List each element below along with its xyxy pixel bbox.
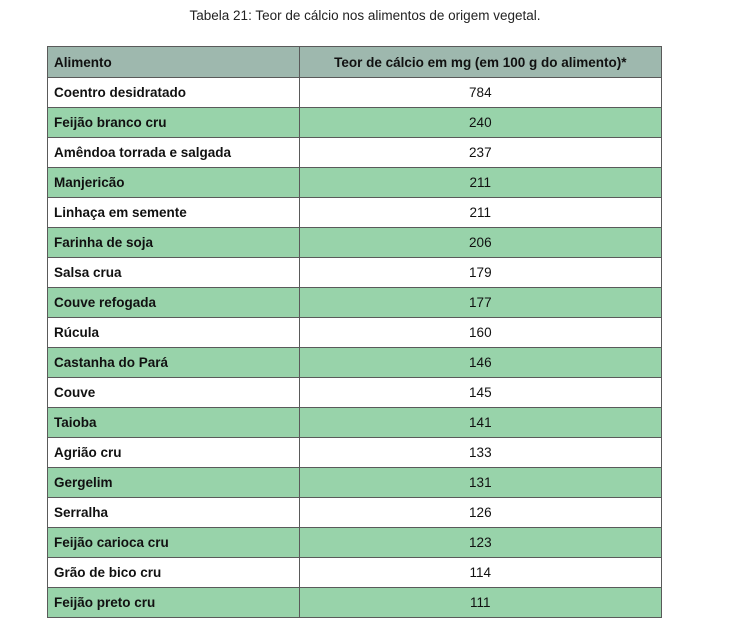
table-row [48, 318, 662, 348]
calcium-value-cell: 146 [299, 348, 661, 378]
table-row [48, 348, 662, 378]
food-name-cell: Amêndoa torrada e salgada [48, 138, 300, 168]
food-name-cell: Manjericão [48, 168, 300, 198]
calcium-value-cell: 141 [299, 408, 661, 438]
food-name-cell: Serralha [48, 498, 300, 528]
table-body [48, 78, 662, 618]
food-name-cell: Farinha de soja [48, 228, 300, 258]
table-row [48, 558, 662, 588]
calcium-value-cell: 206 [299, 228, 661, 258]
calcium-value-cell: 111 [299, 588, 661, 618]
calcium-value-cell: 211 [299, 168, 661, 198]
table-row [48, 588, 662, 618]
calcium-value-cell: 123 [299, 528, 661, 558]
calcium-value-cell: 179 [299, 258, 661, 288]
food-name-cell: Couve refogada [48, 288, 300, 318]
food-name-cell: Rúcula [48, 318, 300, 348]
table-row [48, 378, 662, 408]
food-name-cell: Feijão preto cru [48, 588, 300, 618]
table-header-row [48, 47, 662, 78]
calcium-value-cell: 114 [299, 558, 661, 588]
table-row [48, 288, 662, 318]
table-row [48, 138, 662, 168]
calcium-value-cell: 177 [299, 288, 661, 318]
calcium-value-cell: 784 [299, 78, 661, 108]
table-row [48, 258, 662, 288]
table-caption: Tabela 21: Teor de cálcio nos alimentos de origem vegetal. [189, 8, 541, 23]
header-calcium: Teor de cálcio em mg (em 100 g do alimento)* [299, 47, 661, 78]
table-row [48, 528, 662, 558]
table-row [48, 108, 662, 138]
table-row [48, 78, 662, 108]
table-row [48, 198, 662, 228]
table-row [48, 468, 662, 498]
calcium-value-cell: 160 [299, 318, 661, 348]
food-name-cell: Grão de bico cru [48, 558, 300, 588]
table-row [48, 228, 662, 258]
table-row [48, 498, 662, 528]
table-row [48, 408, 662, 438]
calcium-value-cell: 131 [299, 468, 661, 498]
calcium-value-cell: 237 [299, 138, 661, 168]
food-name-cell: Couve [48, 378, 300, 408]
food-name-cell: Gergelim [48, 468, 300, 498]
calcium-value-cell: 126 [299, 498, 661, 528]
calcium-value-cell: 240 [299, 108, 661, 138]
table-row [48, 168, 662, 198]
calcium-value-cell: 145 [299, 378, 661, 408]
calcium-value-cell: 211 [299, 198, 661, 228]
food-name-cell: Salsa crua [48, 258, 300, 288]
food-name-cell: Linhaça em semente [48, 198, 300, 228]
header-food: Alimento [48, 47, 300, 78]
food-name-cell: Taioba [48, 408, 300, 438]
food-name-cell: Feijão branco cru [48, 108, 300, 138]
food-name-cell: Castanha do Pará [48, 348, 300, 378]
table-row [48, 438, 662, 468]
food-name-cell: Coentro desidratado [48, 78, 300, 108]
calcium-value-cell: 133 [299, 438, 661, 468]
food-name-cell: Feijão carioca cru [48, 528, 300, 558]
food-name-cell: Agrião cru [48, 438, 300, 468]
calcium-table [47, 46, 662, 618]
